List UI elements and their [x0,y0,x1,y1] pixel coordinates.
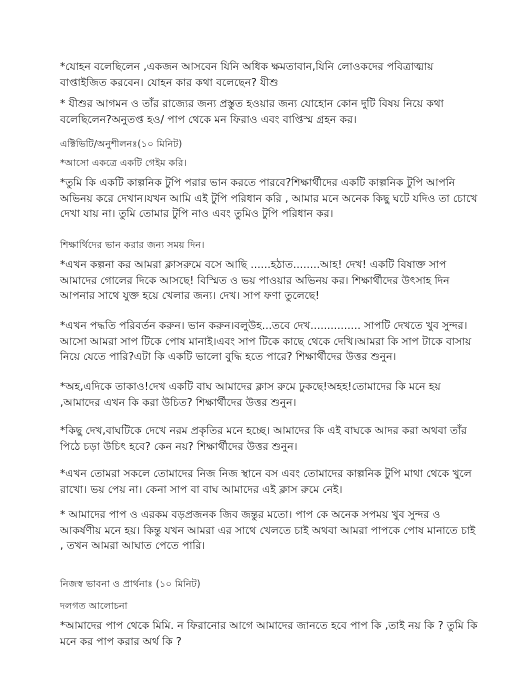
paragraph-remove-hat: *এখন তোমরা সকলে তোমাদের নিজ নিজ স্থানে বস এবং তোমাদের কাল্পনিক টুপি মাথা থেকে খুলে রাখো। ভয় পেয় না। কেনা সাপ বা বাঘ আমাদের এই ক্লাস রুমে নেই। [60,468,472,496]
paragraph-john-prophecy: *যোহন বলেছিলেন ,একজন আসবেন যিনি অধিক ক্ষমতাবান,যিনি লোওকদের পবিত্রাত্মায় বাপ্তাইজিত করবেন। যোহন কার কথা বলেছেন? যীশু [60,61,434,89]
section-heading-group-discussion: দলগত আলোচনা [60,601,128,612]
section-heading-reflection-prayer: নিজস্ব ভাবনা ও প্রার্থনাঃ (১০ মিনিট) [60,579,201,590]
section-heading-activity: এক্টিভিটি/অনুশীলনঃ(১০ মিনিট) [60,139,183,150]
paragraph-what-is-sin: *আমাদের পাপ থেকে মিমি. ন ফিরানোর আগে আমাদের জানতে হবে পাপ কি ,তাই নয় কি ? তুমি কি মনে কর পাপ করার অর্থ কি ? [60,620,478,648]
paragraph-sin-like-beast: * আমাদের পাপ ও এরকম বড়প্রজনক জিব জন্তুর মতো। পাপ কে অনেক সপময় খুব সুন্দর ও আকর্ষণীয় মনে হয়। কিন্তু যখন আমরা এর সাথে খেলতে চাই অথবা আমরা পাপকে পোষ মানাতে চাই , তখন আমরা আঘাত পেতে পারি। [60,509,476,552]
paragraph-lets-play-game: *আসো একত্রে একটি গেইম করি। [60,158,187,169]
paragraph-imaginary-hat: *তুমি কি একটি কাল্পনিক টুপি পরার ভান করতে পারবে?শিক্ষার্থীদের একটি কাল্পনিক টুপি আপনি অভিনয় করে দেখান।যখন আমি এই টুপি পরিধান করি , আমার মনে অনেক কিছু ঘটে যদিও তা চোখে দেখা যায় না। তুমি তোমার টুপি নাও এবং তুমিও টুপি পরিধান কর। [60,177,478,220]
paragraph-poisonous-snake: *এখন কল্পনা কর আমরা ক্লাসরুমে বসে আছি ......হঠাত........আহ! দেখ! একটি বিষাক্ত সাপ আমাদের গোলের দিকে আসছে! বিস্মিত ও ভয় পাওয়ার অভিনয় কর। শিক্ষার্থীদের উৎসাহ দিন আপনার সাথে যুক্ত হয়ে খেলার জন্য। দেখ। সাপ ফণা তুলেছে! [60,259,450,302]
paragraph-john-two-topics: * যীশুর আগমন ও তাঁর রাজ্যের জন্য প্রস্তুত হওয়ার জন্য যোহোন কোন দুটি বিষয় নিয়ে কথা বলেছিলেন?অনুতপ্ত হও/ পাপ থেকে মন ফিরাও এবং বাপ্তিস্ম গ্রহন কর। [60,98,444,126]
paragraph-give-time: শিক্ষার্থিদের ভান করার জন্য সময় দিন। [60,240,205,251]
paragraph-tiger-enters: *অহ,এদিকে তাকাও!দেখ একটি বাঘ আমাদের ক্লাস রুমে ঢুকছে!অহহ!তোমাদের কি মনে হয় ,আমাদের এখন কি করা উচিত? শিক্ষার্থীদের উত্তর শুনুন। [60,381,441,409]
paragraph-gentle-tiger: *কিছু দেখ,বাঘটিকে দেখে নরম প্রকৃতির মনে হচ্ছে। আমাদের কি এই বাঘকে আদর করা অথবা তাঁর পিঠে চড়া উচিৎ হবে? কেন নয়? শিক্ষার্থীদের উত্তর শুনুন। [60,425,467,453]
paragraph-tame-snake: *এখন পদ্ধতি পরিবর্তন করুন। ভান করুন।বলুউহ...তবে দেখ............... সাপটি দেখতে খুব সুন্দর।আসো আমরা সাপ টিকে পোষ মানাই।এবং সাপ টিকে কাছে থেকে দেখি।আমরা কি সাপ টাকে বাসায় নিয়ে যেতে পারি?এটা কি একটি ভালো বুদ্ধি হতে পারে? শিক্ষার্থীদের উত্তর শুনুন। [60,320,472,363]
